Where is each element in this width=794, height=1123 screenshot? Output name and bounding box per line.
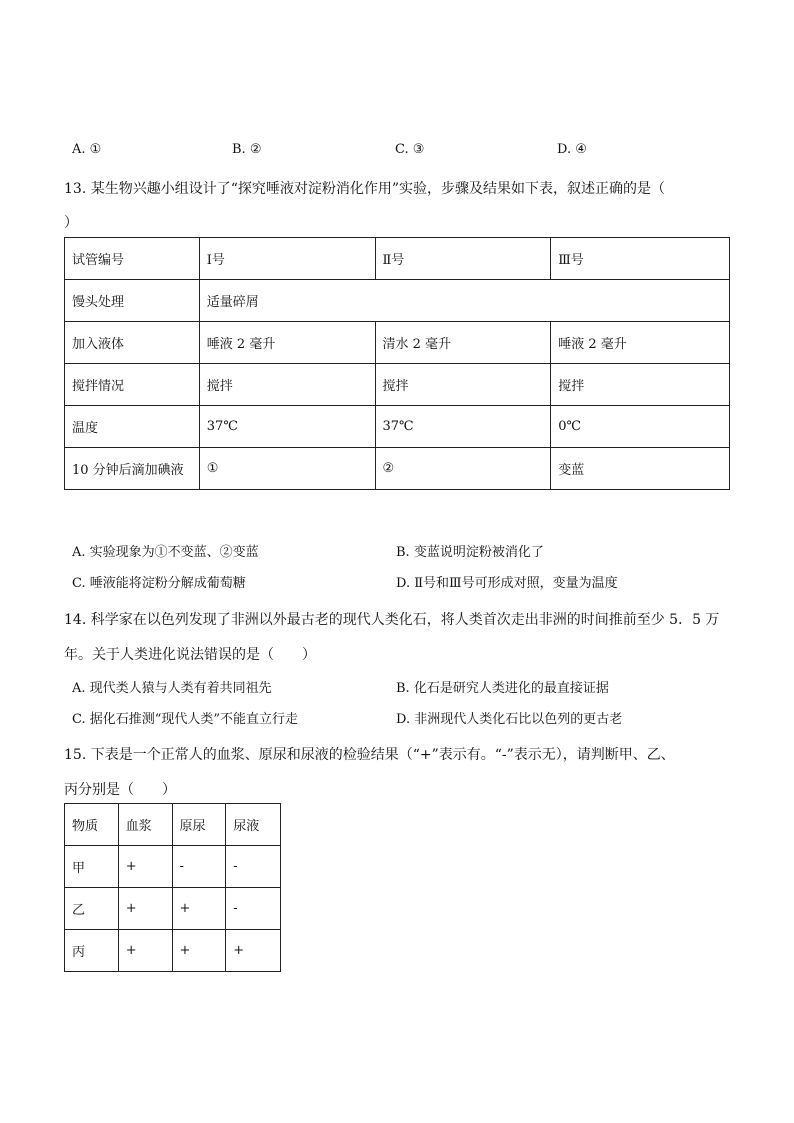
table-cell: + bbox=[172, 888, 226, 930]
q13-table bbox=[64, 237, 730, 490]
q13-stem-line2: ） bbox=[64, 215, 78, 231]
q15-stem-line2: 丙分别是（ ） bbox=[64, 782, 176, 798]
q14-option-b: B. 化石是研究人类进化的最直接证据 bbox=[396, 681, 609, 696]
table-header-cell: 原尿 bbox=[172, 804, 226, 846]
table-row bbox=[65, 364, 730, 406]
q14-stem-line1: 14. 科学家在以色列发现了非洲以外最古老的现代人类化石，将人类首次走出非洲的时间推前至少 5．5 万 bbox=[64, 612, 720, 628]
table-cell: 适量碎屑 bbox=[199, 280, 729, 322]
table-cell: Ⅰ号 bbox=[199, 238, 375, 280]
table-cell: 丙 bbox=[65, 930, 119, 972]
table-cell: 温度 bbox=[65, 406, 200, 448]
table-row bbox=[65, 930, 281, 972]
q12-option-d: D. ④ bbox=[557, 142, 587, 157]
table-cell: + bbox=[118, 846, 172, 888]
table-cell: 唾液 2 毫升 bbox=[551, 322, 730, 364]
table-cell: 甲 bbox=[65, 846, 119, 888]
table-cell: 清水 2 毫升 bbox=[375, 322, 551, 364]
table-cell: 10 分钟后滴加碘液 bbox=[65, 448, 200, 490]
q15-table bbox=[64, 803, 281, 972]
table-row bbox=[65, 846, 281, 888]
q12-option-a: A. ① bbox=[72, 142, 102, 157]
q14-option-a: A. 现代类人猿与人类有着共同祖先 bbox=[72, 681, 272, 696]
table-cell: 搅拌 bbox=[551, 364, 730, 406]
table-row bbox=[65, 322, 730, 364]
table-header-cell: 尿液 bbox=[226, 804, 281, 846]
table-header-row bbox=[65, 804, 281, 846]
q14-option-c: C. 据化石推测“现代人类”不能直立行走 bbox=[72, 712, 299, 727]
q14-option-d: D. 非洲现代人类化石比以色列的更古老 bbox=[396, 712, 623, 727]
table-cell: 37℃ bbox=[375, 406, 551, 448]
table-cell: Ⅲ号 bbox=[551, 238, 730, 280]
q13-stem-line1: 13. 某生物兴趣小组设计了“探究唾液对淀粉消化作用”实验，步骤及结果如下表，叙述正确的是（ bbox=[64, 181, 666, 197]
table-cell: 唾液 2 毫升 bbox=[199, 322, 375, 364]
table-cell: + bbox=[118, 930, 172, 972]
table-cell: Ⅱ号 bbox=[375, 238, 551, 280]
table-cell: 加入液体 bbox=[65, 322, 200, 364]
table-cell: 搅拌情况 bbox=[65, 364, 200, 406]
table-cell: - bbox=[226, 846, 281, 888]
table-row bbox=[65, 280, 730, 322]
table-cell: - bbox=[172, 846, 226, 888]
table-header-cell: 血浆 bbox=[118, 804, 172, 846]
q14-stem-line2: 年。关于人类进化说法错误的是（ ） bbox=[64, 647, 316, 663]
table-row bbox=[65, 448, 730, 490]
table-cell: + bbox=[118, 888, 172, 930]
table-cell: + bbox=[226, 930, 281, 972]
q15-stem-line1: 15. 下表是一个正常人的血浆、原尿和尿液的检验结果（“+”表示有。“-”表示无），请判断甲、乙、 bbox=[64, 747, 675, 763]
q12-option-b: B. ② bbox=[232, 142, 262, 157]
table-row bbox=[65, 238, 730, 280]
table-cell: 乙 bbox=[65, 888, 119, 930]
q13-option-a: A. 实验现象为①不变蓝、②变蓝 bbox=[72, 545, 259, 560]
q13-option-d: D. Ⅱ号和Ⅲ号可形成对照，变量为温度 bbox=[396, 576, 618, 591]
table-header-cell: 物质 bbox=[65, 804, 119, 846]
table-row bbox=[65, 406, 730, 448]
q13-option-b: B. 变蓝说明淀粉被消化了 bbox=[396, 545, 544, 560]
table-cell: 0℃ bbox=[551, 406, 730, 448]
table-row bbox=[65, 888, 281, 930]
table-cell: ② bbox=[375, 448, 551, 490]
table-cell: ① bbox=[199, 448, 375, 490]
table-cell: 搅拌 bbox=[199, 364, 375, 406]
table-cell: 搅拌 bbox=[375, 364, 551, 406]
q12-option-c: C. ③ bbox=[395, 142, 425, 157]
q13-option-c: C. 唾液能将淀粉分解成葡萄糖 bbox=[72, 576, 246, 591]
table-cell: + bbox=[172, 930, 226, 972]
table-cell: 变蓝 bbox=[551, 448, 730, 490]
table-cell: 试管编号 bbox=[65, 238, 200, 280]
table-cell: 37℃ bbox=[199, 406, 375, 448]
table-cell: - bbox=[226, 888, 281, 930]
table-cell: 馒头处理 bbox=[65, 280, 200, 322]
